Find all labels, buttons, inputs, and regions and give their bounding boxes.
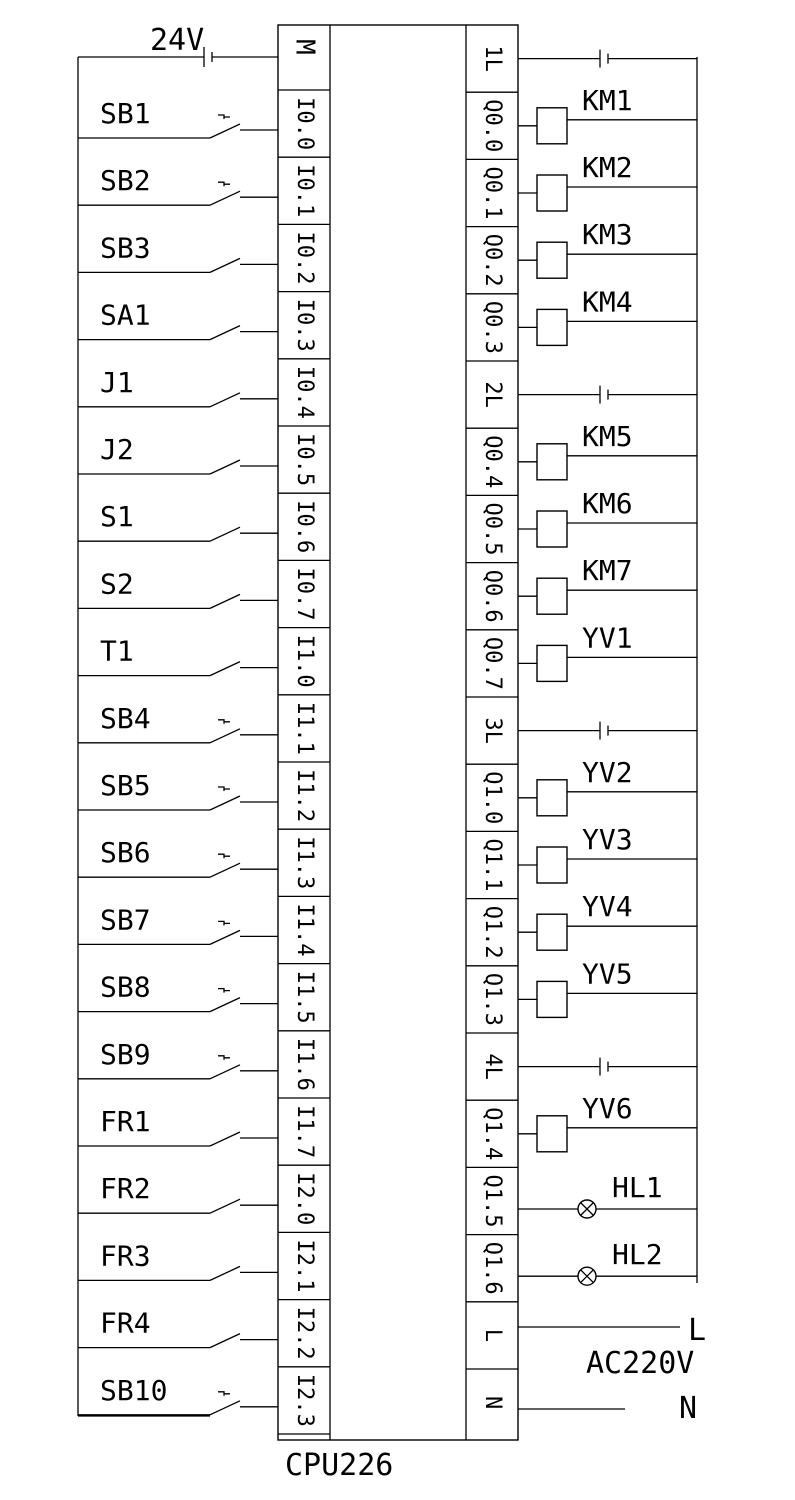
output-device-yv4: YV4	[582, 890, 633, 924]
output-terminal-q0-1: Q0.1	[480, 166, 505, 220]
input-device-sb5: SB5	[100, 769, 151, 802]
output-device-yv1: YV1	[582, 621, 633, 655]
output-terminal-q0-4: Q0.4	[480, 435, 505, 489]
contact-blade	[210, 191, 240, 205]
contact-blade	[210, 930, 240, 944]
output-terminal-q1-0: Q1.0	[480, 771, 505, 825]
input-terminal-i1-1: I1.1	[292, 701, 317, 755]
output-terminal-4l: 4L	[480, 1053, 505, 1080]
input-device-sb9: SB9	[100, 1037, 151, 1071]
input-device-j1: J1	[100, 365, 134, 399]
input-row	[78, 299, 330, 359]
pushbutton-actuator	[218, 854, 230, 858]
input-terminal-i0-2: I0.2	[292, 231, 317, 285]
coil-symbol	[537, 242, 567, 278]
output-terminal-q1-2: Q1.2	[480, 905, 505, 959]
output-row	[480, 1396, 505, 1409]
pushbutton-actuator	[218, 921, 230, 925]
output-terminal-q0-6: Q0.6	[480, 569, 505, 623]
input-terminal-i0-5: I0.5	[292, 433, 317, 487]
pushbutton-actuator	[218, 115, 230, 119]
input-terminal-i1-3: I1.3	[292, 836, 317, 890]
input-row	[78, 971, 330, 1031]
input-device-fr1: FR1	[100, 1105, 151, 1138]
input-device-sb6: SB6	[100, 836, 151, 870]
contact-blade	[210, 326, 240, 340]
contact-blade	[210, 863, 240, 877]
output-device-km2: KM2	[582, 151, 633, 184]
pushbutton-actuator	[218, 989, 230, 993]
output-terminal-q0-5: Q0.5	[480, 502, 505, 556]
input-terminal-i2-3: I2.3	[292, 1373, 317, 1427]
input-terminal-i1-2: I1.2	[292, 769, 317, 823]
coil-symbol	[537, 914, 567, 950]
input-device-sb3: SB3	[100, 231, 151, 265]
coil-symbol	[537, 511, 567, 547]
input-terminal-i2-1: I2.1	[292, 1239, 317, 1293]
output-terminal-q1-6: Q1.6	[480, 1241, 505, 1295]
input-terminal-i1-6: I1.6	[292, 1037, 317, 1091]
ac-supply-label: AC220V	[586, 1346, 695, 1381]
input-device-sa1: SA1	[100, 298, 151, 332]
input-device-fr3: FR3	[100, 1239, 151, 1273]
coil-symbol	[537, 108, 567, 144]
dc-supply-label: 24V	[150, 23, 205, 58]
output-terminal-q1-3: Q1.3	[480, 972, 505, 1026]
pushbutton-actuator	[218, 1392, 230, 1396]
output-device-yv2: YV2	[582, 755, 633, 789]
input-row	[78, 702, 330, 762]
coil-symbol	[537, 847, 567, 883]
contact-blade	[210, 662, 240, 676]
output-circuits	[466, 45, 697, 1409]
input-row	[78, 97, 330, 157]
input-row	[78, 366, 330, 426]
output-device-hl1: HL1	[612, 1171, 663, 1204]
output-terminal-q0-3: Q0.3	[480, 300, 505, 354]
output-device-km4: KM4	[582, 285, 633, 319]
input-terminal-i2-0: I2.0	[292, 1172, 317, 1226]
input-device-sb7: SB7	[100, 903, 151, 937]
contact-blade	[210, 1401, 240, 1415]
ac-line-label: L	[688, 1313, 707, 1348]
coil-symbol	[537, 645, 567, 681]
contact-blade	[210, 1199, 240, 1213]
coil-symbol	[537, 444, 567, 480]
contact-blade	[210, 393, 240, 407]
input-device-s2: S2	[100, 567, 134, 601]
input-terminal-i0-3: I0.3	[292, 298, 317, 352]
output-terminal-q1-5: Q1.5	[480, 1174, 505, 1228]
contact-blade	[210, 124, 240, 138]
ac-neutral-label: N	[679, 1391, 698, 1426]
input-row	[78, 567, 330, 627]
output-device-km7: KM7	[582, 554, 633, 588]
contact-blade	[210, 594, 240, 608]
input-row	[78, 1038, 330, 1098]
output-terminal-q1-1: Q1.1	[480, 838, 505, 892]
output-device-hl2: HL2	[612, 1238, 663, 1272]
output-terminal-1l: 1L	[480, 45, 505, 72]
input-row	[78, 231, 330, 291]
input-row	[78, 1172, 330, 1232]
input-row	[78, 164, 330, 224]
input-device-sb4: SB4	[100, 701, 151, 735]
output-terminal-n: N	[480, 1395, 505, 1410]
input-row	[78, 1374, 330, 1434]
input-terminal-i0-6: I0.6	[292, 500, 317, 554]
coil-symbol	[537, 981, 567, 1017]
contact-blade	[210, 1065, 240, 1079]
coil-symbol	[537, 175, 567, 211]
output-device-km1: KM1	[582, 83, 633, 117]
output-device-yv6: YV6	[582, 1091, 633, 1125]
contact-blade	[210, 729, 240, 743]
input-terminal-i0-7: I0.7	[292, 567, 317, 621]
input-row	[78, 635, 330, 695]
input-row	[78, 1307, 330, 1367]
pushbutton-actuator	[218, 182, 230, 186]
output-terminal-q1-4: Q1.4	[480, 1107, 505, 1161]
ac-supply	[518, 1313, 706, 1426]
output-device-yv3: YV3	[582, 823, 633, 856]
output-device-km5: KM5	[582, 419, 633, 453]
output-device-yv5: YV5	[582, 957, 633, 991]
contact-blade	[210, 796, 240, 810]
input-terminal-i1-5: I1.5	[292, 970, 317, 1024]
output-terminal-q0-2: Q0.2	[480, 233, 505, 287]
input-device-s1: S1	[100, 500, 134, 534]
output-terminal-l: L	[480, 1328, 505, 1343]
input-row	[78, 1239, 330, 1299]
coil-symbol	[537, 578, 567, 614]
input-device-sb10: SB10	[100, 1373, 168, 1407]
input-row	[78, 433, 330, 493]
output-terminal-q0-0: Q0.0	[480, 99, 505, 153]
output-terminal-q0-7: Q0.7	[480, 636, 505, 690]
output-device-km3: KM3	[582, 218, 633, 252]
input-device-fr4: FR4	[100, 1306, 151, 1340]
pushbutton-actuator	[218, 720, 230, 724]
input-row	[78, 769, 330, 829]
input-common-terminal: M	[289, 39, 320, 55]
contact-blade	[210, 998, 240, 1012]
input-terminal-i2-2: I2.2	[292, 1306, 317, 1360]
cpu-model-label: CPU226	[285, 1448, 394, 1483]
contact-blade	[210, 1132, 240, 1146]
output-device-km6: KM6	[582, 487, 633, 520]
input-terminal-i1-0: I1.0	[292, 634, 317, 688]
input-terminal-i0-4: I0.4	[292, 365, 317, 419]
contact-blade	[210, 1334, 240, 1348]
output-row	[466, 1171, 697, 1235]
pushbutton-actuator	[218, 787, 230, 791]
pushbutton-actuator	[218, 1056, 230, 1060]
output-row	[466, 1238, 697, 1302]
input-device-sb8: SB8	[100, 970, 151, 1004]
contact-blade	[210, 527, 240, 541]
contact-blade	[210, 1266, 240, 1280]
contact-blade	[210, 460, 240, 474]
input-row	[78, 903, 330, 963]
input-row	[78, 500, 330, 560]
input-terminal-i1-7: I1.7	[292, 1105, 317, 1159]
input-device-fr2: FR2	[100, 1172, 151, 1206]
output-terminal-2l: 2L	[480, 381, 505, 408]
coil-symbol	[537, 780, 567, 816]
input-row	[78, 836, 330, 896]
input-device-sb2: SB2	[100, 164, 151, 198]
input-device-t1: T1	[100, 634, 134, 668]
input-device-j2: J2	[100, 433, 134, 466]
input-row	[78, 1105, 330, 1165]
input-device-sb1: SB1	[100, 97, 151, 130]
coil-symbol	[537, 1116, 567, 1152]
coil-symbol	[537, 309, 567, 345]
input-terminal-i0-0: I0.0	[292, 97, 317, 151]
input-terminal-i0-1: I0.1	[292, 164, 317, 218]
input-terminal-i1-4: I1.4	[292, 903, 317, 957]
output-terminal-3l: 3L	[480, 717, 505, 744]
contact-blade	[210, 258, 240, 272]
